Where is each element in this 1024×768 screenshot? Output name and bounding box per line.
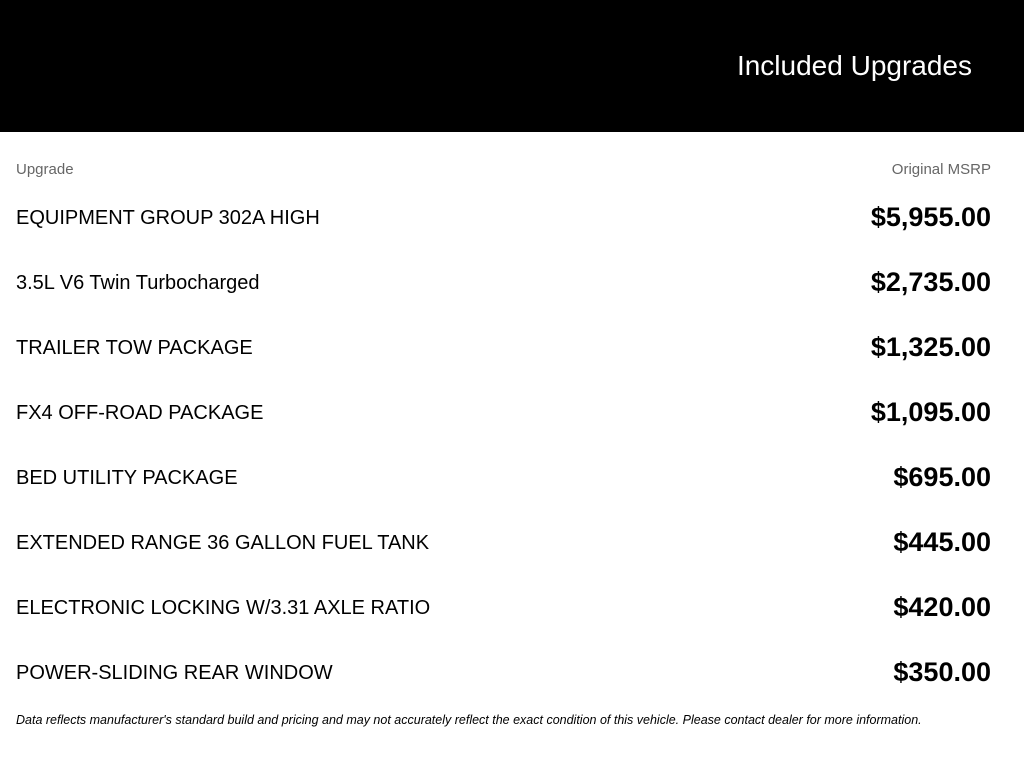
page-title: Included Upgrades (736, 50, 972, 81)
column-header-upgrade: Upgrade (16, 161, 74, 178)
upgrade-name: POWER-SLIDING REAR WINDOW (16, 662, 333, 684)
column-header-msrp: Original MSRP (891, 161, 991, 178)
upgrade-name: FX4 OFF-ROAD PACKAGE (16, 402, 264, 424)
upgrade-price: $5,955.00 (870, 202, 991, 232)
upgrade-name: EXTENDED RANGE 36 GALLON FUEL TANK (16, 532, 430, 554)
upgrade-name: 3.5L V6 Twin Turbocharged (16, 272, 260, 294)
upgrade-price: $1,325.00 (870, 332, 991, 362)
upgrade-price: $1,095.00 (870, 397, 991, 427)
upgrade-name: ELECTRONIC LOCKING W/3.31 AXLE RATIO (16, 597, 431, 619)
upgrade-row (16, 328, 991, 368)
upgrade-price: $420.00 (893, 592, 991, 622)
upgrade-row (16, 458, 991, 498)
upgrade-price: $445.00 (893, 527, 991, 557)
upgrade-row (16, 198, 991, 238)
upgrade-price: $2,735.00 (870, 267, 991, 297)
disclaimer-text: Data reflects manufacturer's standard build and pricing and may not accurately reflect the exact condition of this vehicle. Please contact dealer for more information. (16, 713, 922, 727)
upgrade-name: BED UTILITY PACKAGE (16, 467, 238, 489)
upgrade-name: TRAILER TOW PACKAGE (16, 337, 253, 359)
upgrade-price: $350.00 (893, 657, 991, 687)
upgrade-row (16, 393, 991, 433)
upgrade-name: EQUIPMENT GROUP 302A HIGH (16, 207, 320, 229)
header-banner (0, 0, 1024, 132)
upgrade-row (16, 588, 991, 628)
upgrade-row (16, 263, 991, 303)
upgrade-row (16, 523, 991, 563)
upgrade-row (16, 653, 991, 693)
upgrade-price: $695.00 (893, 462, 991, 492)
